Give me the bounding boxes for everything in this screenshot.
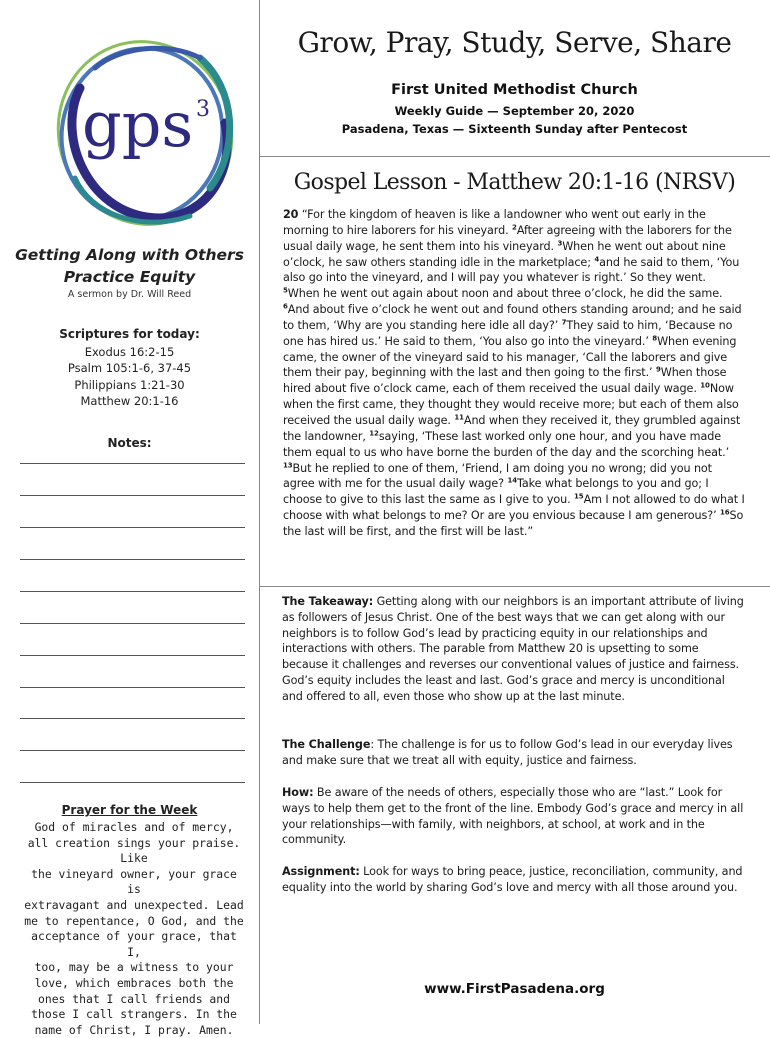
note-line bbox=[20, 591, 245, 592]
verse-text: When he went out again about noon and about three o’clock, he did the same. bbox=[287, 287, 723, 301]
prayer-line: name of Christ, I pray. Amen. bbox=[34, 1022, 234, 1037]
challenge-label: The Challenge bbox=[282, 738, 371, 751]
verse-number: 10 bbox=[700, 381, 710, 390]
header-divider bbox=[259, 156, 770, 157]
verse-text: They said to him, ‘Because no one has hired us.’ He said to them, ‘You also go into the vineyard.’ bbox=[283, 318, 733, 348]
verse-number: 11 bbox=[454, 413, 464, 422]
note-line bbox=[20, 655, 245, 656]
note-line bbox=[20, 750, 245, 751]
location-line: Pasadena, Texas — Sixteenth Sunday after Pentecost bbox=[341, 122, 688, 136]
prayer-line: the vineyard owner, your grace is bbox=[31, 866, 237, 897]
gospel-heading: Gospel Lesson - Matthew 20:1-16 (NRSV) bbox=[293, 170, 736, 195]
verse-text: “For the kingdom of heaven is like a landowner who went out early in the morning to hire laborers for his vineyard. bbox=[283, 208, 706, 237]
notes-heading: Notes: bbox=[107, 436, 152, 450]
note-line bbox=[20, 559, 245, 560]
verse-number: 8 bbox=[652, 334, 658, 343]
scripture-list bbox=[0, 344, 259, 409]
note-line bbox=[20, 687, 245, 688]
column-divider bbox=[259, 0, 260, 1024]
gps3-logo bbox=[50, 28, 240, 238]
prayer-line: God of miracles and of mercy, bbox=[34, 820, 234, 834]
scripture-item: Matthew 20:1-16 bbox=[80, 393, 179, 408]
gospel-divider bbox=[259, 586, 770, 587]
church-name: First United Methodist Church bbox=[391, 82, 638, 98]
challenge-paragraph bbox=[282, 737, 744, 769]
how-paragraph bbox=[282, 785, 744, 848]
assignment-paragraph bbox=[282, 864, 744, 896]
verse-number: 4 bbox=[594, 254, 600, 263]
sermon-title-line1: Getting Along with Others bbox=[15, 246, 244, 264]
takeaway-paragraph bbox=[282, 594, 744, 705]
verse-text: And about five o’clock he went out and found others standing around; and he said to them, ‘Why are you standing here idle all day?’ bbox=[283, 303, 742, 332]
challenge-text: : The challenge is for us to follow God’s lead in our everyday lives and make sure that we treat all with equity, justice and fairness. bbox=[282, 738, 733, 767]
note-line bbox=[20, 623, 245, 624]
verse-number: 13 bbox=[283, 460, 293, 469]
logo-text: gps bbox=[82, 88, 194, 161]
how-label: How: bbox=[282, 786, 314, 799]
scripture-item: Exodus 16:2-15 bbox=[84, 345, 175, 359]
page-title: Grow, Pray, Study, Serve, Share bbox=[297, 26, 732, 59]
prayer-line: all creation sings your praise. Like bbox=[27, 835, 241, 866]
assignment-text: Look for ways to bring peace, justice, reconciliation, community, and equality into the world by sharing God’s love and mercy with all those around you. bbox=[282, 865, 743, 894]
verse-number: 14 bbox=[507, 476, 518, 485]
verse-number: 3 bbox=[557, 238, 563, 247]
verse-text: After agreeing with the laborers for the usual daily wage, he sent them into his vineyard. bbox=[283, 223, 732, 253]
prayer-line: acceptance of your grace, that I, bbox=[31, 929, 237, 959]
verse-text: When those hired about five o’clock came, each of them received the usual daily wage. bbox=[283, 366, 727, 396]
note-line bbox=[20, 527, 245, 528]
verse-text: But he replied to one of them, ‘Friend, I am doing you no wrong; did you not agree with me for the usual daily wage? bbox=[283, 461, 712, 491]
prayer-title: Prayer for the Week bbox=[61, 803, 198, 817]
verse-text: When evening came, the owner of the vineyard said to his manager, ‘Call the laborers and give them their pay, beginning with the last and then going to the first.’ bbox=[283, 334, 737, 380]
scripture-item: Philippians 1:21-30 bbox=[74, 377, 185, 392]
prayer-line: those I call strangers. In the bbox=[31, 1007, 237, 1022]
assignment-label: Assignment: bbox=[282, 865, 360, 878]
prayer-body bbox=[22, 820, 246, 1038]
note-line bbox=[20, 463, 245, 464]
sermon-title bbox=[0, 244, 259, 288]
takeaway-text: Getting along with our neighbors is an important attribute of living as followers of Jesus Christ. One of the best ways that we can get along with our neighbors is to follow God’s lead by practicing equity in our relationships and interactions with others. The parable from Matthew 20 is upsetting to some because it challenges and reverses our conventional values of justice and fairness. God’s equity includes the least and last. God’s grace and mercy is unconditional and offered to all, even those who show up at the last minute. bbox=[282, 595, 744, 703]
sermon-author: A sermon by Dr. Will Reed bbox=[67, 289, 192, 300]
verse-text: Take what belongs to you and go; I choose to give to this last the same as I give to you. bbox=[283, 477, 709, 507]
verse-number: 6 bbox=[283, 302, 288, 311]
prayer-line: ones that I call friends and bbox=[37, 991, 231, 1006]
verse-text: When he went out about nine o’clock, he saw others standing idle in the marketplace; bbox=[283, 239, 726, 269]
verse-number: 5 bbox=[283, 286, 288, 295]
scriptures-heading: Scriptures for today: bbox=[59, 327, 200, 341]
prayer-line: too, may be a witness to your bbox=[34, 960, 234, 975]
how-text: Be aware of the needs of others, especially those who are “last.” Look for ways to help them get to the front of the line. Embody God’s grace and mercy in all your relationships—with family, with neighbors, at school, at work and in the community. bbox=[282, 786, 744, 847]
verse-text: And when they received it, they grumbled against the landowner, bbox=[283, 413, 741, 443]
takeaway-label: The Takeaway: bbox=[282, 595, 374, 608]
logo-superscript: 3 bbox=[196, 97, 210, 122]
verse-number: 2 bbox=[512, 223, 517, 232]
weekly-guide-date: Weekly Guide — September 20, 2020 bbox=[394, 104, 635, 118]
sermon-title-line2: Practice Equity bbox=[63, 268, 196, 286]
website-link[interactable]: www.FirstPasadena.org bbox=[424, 981, 605, 997]
prayer-line: extravagant and unexpected. Lead bbox=[24, 897, 244, 912]
note-line bbox=[20, 718, 245, 719]
verse-number: 7 bbox=[561, 318, 567, 327]
verse-number: 15 bbox=[574, 492, 584, 501]
verse-text: and he said to them, ‘You also go into the vineyard, and I will pay you whatever is right.’ So they went. bbox=[283, 255, 740, 285]
prayer-line: me to repentance, O God, and the bbox=[24, 913, 244, 928]
scripture-item: Psalm 105:1-6, 37-45 bbox=[67, 361, 192, 376]
note-line bbox=[20, 782, 245, 783]
verse-text: Am I not allowed to do what I choose with what belongs to me? Or are you envious because I am generous?’ bbox=[283, 493, 745, 523]
gospel-text bbox=[283, 207, 745, 540]
prayer-line: love, which embraces both the bbox=[34, 975, 234, 990]
verse-text: saying, ‘These last worked only one hour, and you have made them equal to us who have borne the burden of the day and the scorching heat.’ bbox=[283, 429, 730, 459]
verse-number: 16 bbox=[720, 508, 730, 517]
verse-number: 12 bbox=[369, 429, 379, 438]
verse-text: So the last will be first, and the first will be last.” bbox=[283, 509, 744, 538]
verse-number: 20 bbox=[283, 208, 299, 221]
verse-text: Now when the first came, they thought they would receive more; but each of them also received the usual daily wage. bbox=[283, 382, 739, 427]
note-line bbox=[20, 495, 245, 496]
verse-number: 9 bbox=[655, 365, 661, 374]
